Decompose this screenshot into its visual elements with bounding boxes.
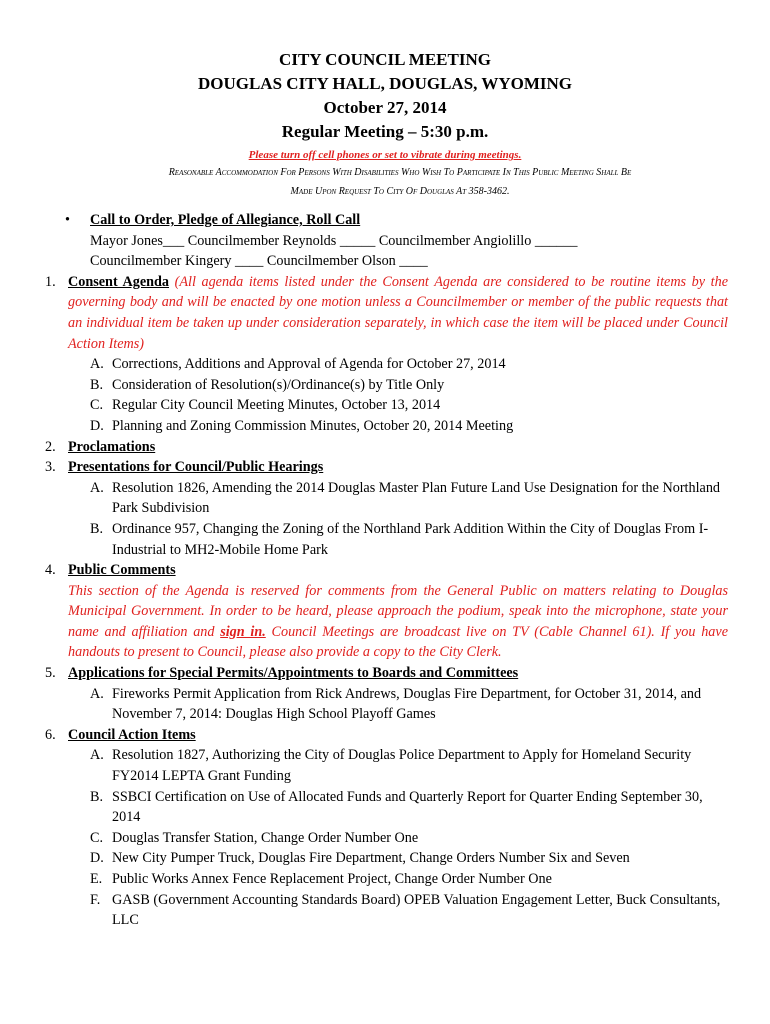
list-item [40,519,728,560]
accommodation-line-1: Reasonable Accommodation For Persons With Disabilities Who Wish To Participate In This Public Meeting Shall Be [168,167,632,178]
item-text: GASB (Government Accounting Standards Board) OPEB Valuation Engagement Letter, Buck Consultants, LLC [112,891,721,929]
roll-call-line-1: Mayor Jones___ Councilmember Reynolds _____ Councilmember Angiolillo ______ [90,232,578,249]
item-letter: E. [90,871,103,887]
accommodation-line-2: Made Upon Request To City Of Douglas At 358-3462. [290,186,510,197]
item-text: New City Pumper Truck, Douglas Fire Department, Change Orders Number Six and Seven [112,850,630,867]
item-letter: C. [90,829,104,846]
section-title: Presentations for Council/Public Hearings [68,459,324,476]
section-number: 4. [45,562,56,579]
public-comments-text-2: Council Meetings are broadcast live on TV (Cable Channel 61). If you have handouts to present to Council, please also provide a copy to the City Clerk. [68,623,728,661]
item-text: Ordinance 957, Changing the Zoning of the Northland Park Addition Within the City of Douglas From I-Industrial to MH2-Mobile Home Park [112,520,709,558]
item-text: Resolution 1826, Amending the 2014 Douglas Master Plan Future Land Use Designation for the Northland Park Subdivision [112,479,721,517]
agenda-body [40,210,728,931]
list-item [40,869,728,890]
item-text: Corrections, Additions and Approval of Agenda for October 27, 2014 [112,356,506,373]
list-item [40,375,728,396]
section-title: Council Action Items [68,726,196,743]
item-letter: F. [90,891,101,908]
bullet-icon: • [65,212,70,228]
item-letter: A. [90,747,104,764]
item-letter: A. [90,479,104,496]
section-number: 1. [45,273,56,290]
meeting-time: Regular Meeting – 5:30 p.m. [281,122,489,141]
item-letter: B. [90,376,104,393]
call-to-order [40,210,728,231]
item-text: SSBCI Certification on Use of Allocated Funds and Quarterly Report for Quarter Ending September 30, 2014 [112,788,703,826]
list-item [40,787,728,828]
phone-notice: Please turn off cell phones or set to vibrate during meetings. [248,149,522,161]
item-text: Public Works Annex Fence Replacement Project, Change Order Number One [112,871,552,887]
sign-in-text: sign in. [220,623,266,640]
section-public-comments [40,560,728,663]
public-comments-description [68,581,728,663]
item-text: Regular City Council Meeting Minutes, October 13, 2014 [112,397,441,414]
call-to-order-title: Call to Order, Pledge of Allegiance, Roll Call [90,212,361,228]
item-letter: A. [90,685,104,702]
item-letter: D. [90,417,104,434]
list-item [40,848,728,869]
accommodation-notice [0,163,770,201]
item-text: Fireworks Permit Application from Rick Andrews, Douglas Fire Department, for October 31, 2014, and November 7, 2014: Douglas High School Playoff Games [112,685,702,723]
list-item [40,684,728,725]
section-number: 6. [45,726,56,743]
item-letter: B. [90,788,104,805]
item-text: Consideration of Resolution(s)/Ordinance(s) by Title Only [112,376,445,393]
section-number: 2. [45,438,56,455]
meeting-location: DOUGLAS CITY HALL, DOUGLAS, WYOMING [197,74,573,93]
section-number: 5. [45,665,56,682]
consent-agenda-description: (All agenda items listed under the Consent Agenda are considered to be routine items by the governing body and will be enacted by one motion unless a Councilmember or member of the public requests that an individual item be taken up under consideration separately, in which case the item will be placed under Council Action Items) [68,273,729,352]
section-presentations [40,457,728,478]
item-text: Resolution 1827, Authorizing the City of Douglas Police Department to Apply for Homeland Security FY2014 LEPTA Grant Funding [112,747,692,785]
section-consent-agenda [40,272,728,354]
public-comments-text-1: This section of the Agenda is reserved for comments from the General Public on matters relating to Douglas Municipal Government. In order to be heard, please approach the podium, speak into the microphone, state your name and affiliation and [68,582,728,640]
meeting-title: CITY COUNCIL MEETING [279,50,491,69]
agenda-header [0,48,770,201]
roll-call-line-2: Councilmember Kingery ____ Councilmember Olson ____ [90,253,428,270]
list-item [40,745,728,786]
section-title: Proclamations [68,438,156,455]
section-number: 3. [45,459,56,476]
item-letter: D. [90,850,104,867]
list-item [40,478,728,519]
item-letter: A. [90,356,104,373]
section-title: Applications for Special Permits/Appointments to Boards and Committees [68,665,519,682]
list-item [40,416,728,437]
list-item [40,354,728,375]
section-title: Consent Agenda [68,273,169,290]
list-item [40,828,728,849]
section-proclamations [40,437,728,458]
meeting-date: October 27, 2014 [323,98,447,117]
list-item [40,395,728,416]
item-text: Douglas Transfer Station, Change Order Number One [112,829,419,846]
item-text: Planning and Zoning Commission Minutes, October 20, 2014 Meeting [112,417,514,434]
section-applications [40,663,728,684]
section-council-action-items [40,725,728,746]
section-title: Public Comments [68,562,176,579]
item-letter: B. [90,520,104,537]
item-letter: C. [90,397,104,414]
list-item [40,890,728,931]
